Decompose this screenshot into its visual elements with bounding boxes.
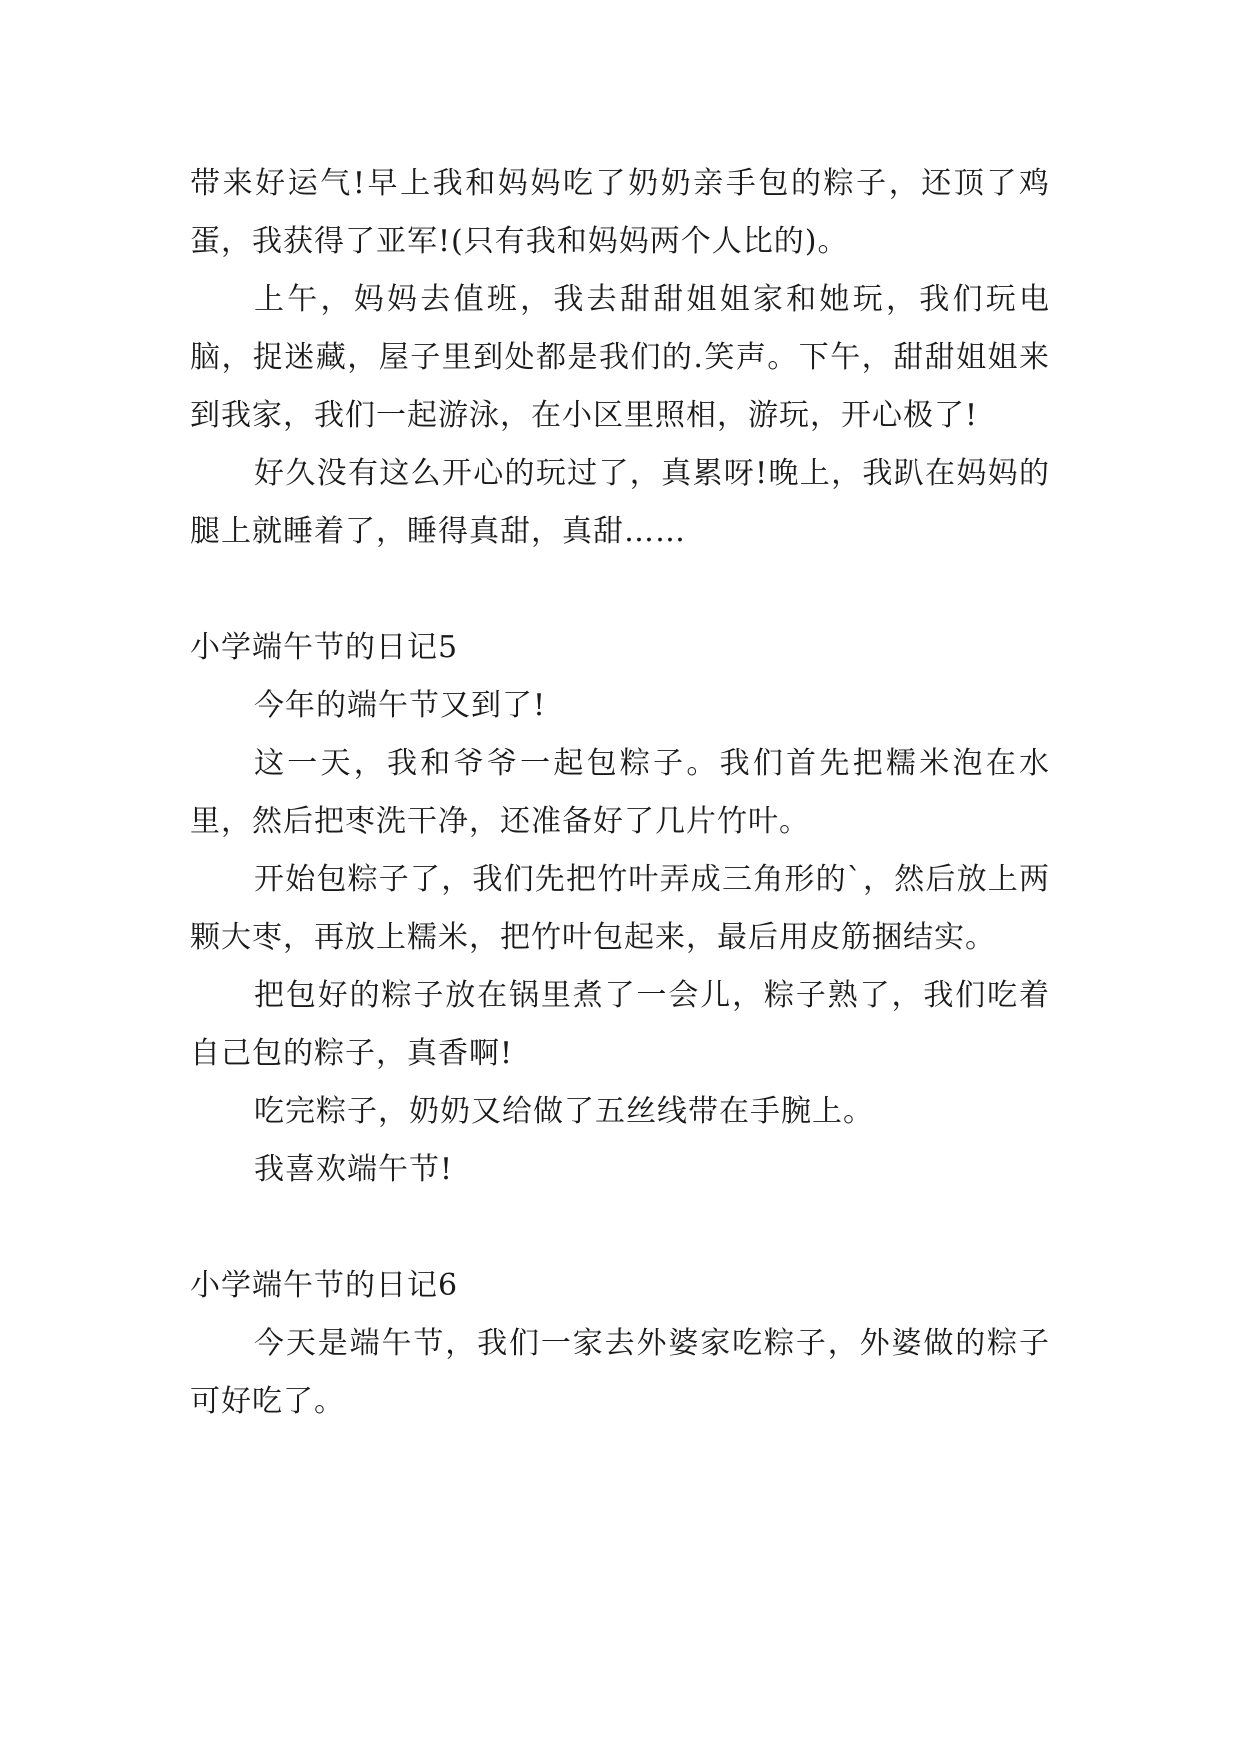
section-spacer xyxy=(190,561,1050,619)
paragraph: 今年的端午节又到了! xyxy=(254,688,547,723)
paragraph: 我喜欢端午节! xyxy=(254,1152,454,1187)
paragraph: 这一天，我和爷爷一起包粽子。我们首先把糯米泡在水里，然后把枣洗干净，还准备好了几片竹叶。 xyxy=(190,746,1050,839)
section-title-5: 小学端午节的日记5 xyxy=(190,630,459,665)
paragraph-continued: 带来好运气!早上我和妈妈吃了奶奶亲手包的粽子，还顶了鸡蛋，我获得了亚军!(只有我和妈妈两个人比的)。 xyxy=(190,166,1050,259)
paragraph: 开始包粽子了，我们先把竹叶弄成三角形的`，然后放上两颗大枣，再放上糯米，把竹叶包起来，最后用皮筋捆结实。 xyxy=(190,862,1050,955)
paragraph: 把包好的粽子放在锅里煮了一会儿，粽子熟了，我们吃着自己包的粽子，真香啊! xyxy=(190,978,1050,1071)
section-title-6: 小学端午节的日记6 xyxy=(190,1268,459,1303)
paragraph: 今天是端午节，我们一家去外婆家吃粽子，外婆做的粽子可好吃了。 xyxy=(190,1326,1050,1419)
section-spacer xyxy=(190,1199,1050,1257)
document-body xyxy=(190,155,1050,1431)
paragraph: 吃完粽子，奶奶又给做了五丝线带在手腕上。 xyxy=(254,1094,874,1129)
paragraph: 上午，妈妈去值班，我去甜甜姐姐家和她玩，我们玩电脑，捉迷藏，屋子里到处都是我们的.笑声。下午，甜甜姐姐来到我家，我们一起游泳，在小区里照相，游玩，开心极了! xyxy=(190,282,1050,433)
paragraph: 好久没有这么开心的玩过了，真累呀!晚上，我趴在妈妈的腿上就睡着了，睡得真甜，真甜…… xyxy=(190,456,1050,549)
